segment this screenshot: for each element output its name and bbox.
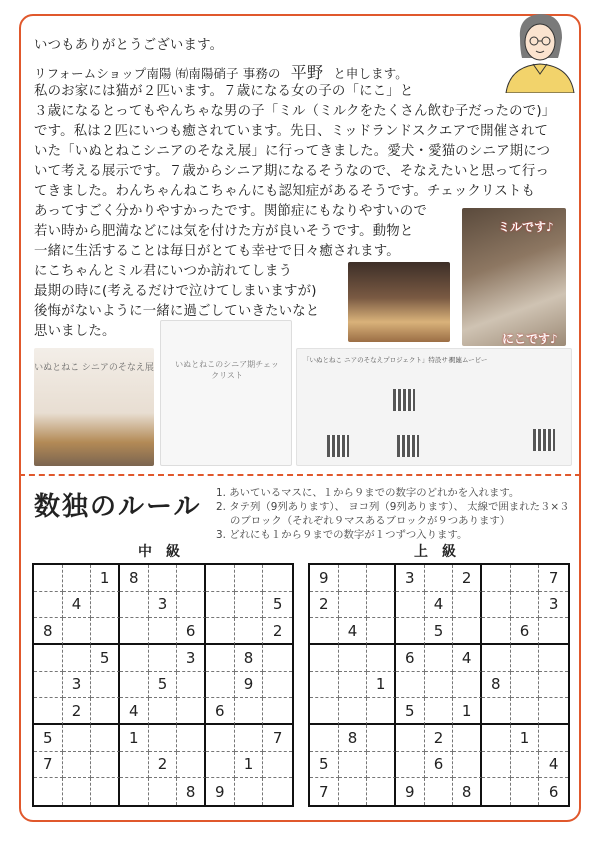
rule-line: 3. どれにも１から９までの数字が１つずつ入ります。 [216, 529, 468, 541]
sudoku-cell[interactable]: 7 [34, 752, 63, 779]
sudoku-cell[interactable]: 9 [206, 778, 235, 805]
sudoku-cell[interactable]: 1 [235, 752, 264, 779]
sudoku-cell[interactable] [206, 618, 235, 645]
sudoku-cell[interactable] [120, 618, 149, 645]
sudoku-cell[interactable]: 9 [396, 778, 425, 805]
sudoku-cell[interactable] [339, 698, 368, 725]
sudoku-cell[interactable] [34, 698, 63, 725]
sudoku-cell[interactable] [177, 698, 206, 725]
sudoku-cell[interactable] [263, 698, 292, 725]
sudoku-cell[interactable] [149, 565, 178, 592]
sudoku-cell[interactable] [120, 592, 149, 619]
sudoku-cell[interactable] [34, 645, 63, 672]
sudoku-cell[interactable] [177, 725, 206, 752]
sudoku-title: 数独のルール [34, 492, 202, 522]
sudoku-cell[interactable]: 7 [263, 725, 292, 752]
cat-label-miru: ミルです♪ [498, 220, 554, 234]
sudoku-cell[interactable] [206, 672, 235, 699]
flyer-title: いぬとねこのシニア期チェックリスト [175, 360, 279, 380]
sudoku-cell[interactable] [91, 592, 120, 619]
letter-line: いた「いぬとねこシニアのそなえ展」に行ってきました。愛犬・愛猫のシニア期につ [34, 144, 551, 159]
sudoku-cell[interactable] [177, 672, 206, 699]
sudoku-cell[interactable]: 5 [425, 618, 454, 645]
sudoku-cell[interactable] [34, 565, 63, 592]
sudoku-cell[interactable]: 3 [539, 592, 568, 619]
qr-code-icon [397, 435, 419, 457]
cats-photo [462, 208, 566, 346]
sudoku-cell[interactable] [91, 778, 120, 805]
sudoku-cell[interactable]: 6 [396, 645, 425, 672]
sudoku-cell[interactable] [149, 725, 178, 752]
sudoku-cell[interactable] [482, 592, 511, 619]
sudoku-cell[interactable] [34, 592, 63, 619]
author-avatar [500, 8, 580, 93]
sudoku-cell[interactable] [539, 618, 568, 645]
sudoku-cell[interactable]: 5 [310, 752, 339, 779]
sudoku-grid-intermediate [32, 563, 294, 807]
sudoku-cell[interactable] [511, 778, 540, 805]
rule-line: 1. あいているマスに、１から９までの数字のどれかを入れます。 [216, 487, 520, 499]
sudoku-cell[interactable] [453, 725, 482, 752]
sudoku-cell[interactable] [63, 752, 92, 779]
sudoku-cell[interactable] [91, 618, 120, 645]
sudoku-cell[interactable] [539, 698, 568, 725]
qr-code-icon [327, 435, 349, 457]
sudoku-cell[interactable]: 1 [511, 725, 540, 752]
sudoku-cell[interactable]: 8 [453, 778, 482, 805]
sudoku-cell[interactable] [310, 698, 339, 725]
letter-line: 若い時から肥満などには気を付けた方が良いそうです。動物と [34, 224, 414, 239]
sudoku-cell[interactable]: 6 [177, 618, 206, 645]
sudoku-cell[interactable]: 3 [63, 672, 92, 699]
sudoku-cell[interactable] [263, 645, 292, 672]
sudoku-cell[interactable] [511, 645, 540, 672]
sudoku-cell[interactable]: 4 [63, 592, 92, 619]
sudoku-cell[interactable] [367, 778, 396, 805]
puzzle-right-label: 上級 [414, 544, 470, 560]
sudoku-cell[interactable] [396, 725, 425, 752]
sudoku-cell[interactable]: 5 [34, 725, 63, 752]
sudoku-cell[interactable]: 8 [120, 565, 149, 592]
sudoku-cell[interactable]: 4 [539, 752, 568, 779]
sudoku-cell[interactable] [235, 725, 264, 752]
letter-line: 最期の時に(考えるだけで泣けてしまいますが) [34, 284, 317, 299]
sudoku-cell[interactable]: 1 [91, 565, 120, 592]
sudoku-cell[interactable]: 1 [120, 725, 149, 752]
puzzle-left-label: 中級 [138, 544, 194, 560]
sudoku-cell[interactable] [425, 645, 454, 672]
sudoku-cell[interactable]: 6 [511, 618, 540, 645]
sudoku-cell[interactable] [177, 565, 206, 592]
section-divider [19, 474, 581, 476]
sudoku-cell[interactable] [63, 645, 92, 672]
author-name: 平野 [290, 63, 324, 82]
exhibit-photo [348, 262, 450, 342]
sudoku-cell[interactable]: 8 [235, 645, 264, 672]
sudoku-cell[interactable] [120, 752, 149, 779]
sudoku-cell[interactable] [263, 778, 292, 805]
sudoku-cell[interactable] [482, 565, 511, 592]
letter-line: あってすごく分かりやすかったです。関節症にもなりやすいので [34, 204, 427, 219]
sudoku-cell[interactable] [63, 725, 92, 752]
sudoku-cell[interactable] [367, 698, 396, 725]
sudoku-cell[interactable] [339, 778, 368, 805]
sudoku-cell[interactable] [539, 725, 568, 752]
sudoku-cell[interactable] [91, 672, 120, 699]
sudoku-cell[interactable] [425, 698, 454, 725]
poster-title: いぬとねこ シニアのそなえ展 [34, 363, 154, 373]
sudoku-cell[interactable]: 6 [206, 698, 235, 725]
sudoku-cell[interactable] [63, 618, 92, 645]
sudoku-cell[interactable]: 3 [177, 645, 206, 672]
cat-label-niko: にこです♪ [502, 332, 558, 346]
sudoku-cell[interactable]: 6 [425, 752, 454, 779]
sudoku-cell[interactable] [120, 672, 149, 699]
letter-line: です。私は２匹にいつも癒されています。先日、ミッドランドスクエアで開催されて [34, 124, 549, 139]
sudoku-cell[interactable] [263, 565, 292, 592]
sudoku-cell[interactable] [235, 592, 264, 619]
sudoku-cell[interactable] [63, 565, 92, 592]
sudoku-cell[interactable] [453, 618, 482, 645]
sudoku-cell[interactable] [310, 645, 339, 672]
sudoku-cell[interactable] [235, 618, 264, 645]
sudoku-cell[interactable] [367, 618, 396, 645]
sudoku-cell[interactable] [482, 645, 511, 672]
exhibition-poster-photo [34, 348, 154, 466]
sudoku-cell[interactable] [339, 672, 368, 699]
sudoku-cell[interactable]: 8 [177, 778, 206, 805]
intro-suffix: と申します。 [333, 66, 408, 81]
sudoku-cell[interactable]: 7 [310, 778, 339, 805]
letter-line: 思いました。 [34, 324, 116, 339]
sudoku-cell[interactable] [235, 565, 264, 592]
letter-line: 後悔がないように一緒に過ごしていきたいなと [34, 304, 320, 319]
sudoku-cell[interactable] [482, 725, 511, 752]
sudoku-cell[interactable] [310, 672, 339, 699]
sudoku-cell[interactable] [539, 645, 568, 672]
sudoku-cell[interactable] [367, 565, 396, 592]
sudoku-cell[interactable] [177, 592, 206, 619]
sudoku-cell[interactable] [91, 698, 120, 725]
sudoku-cell[interactable] [206, 752, 235, 779]
sudoku-cell[interactable] [34, 672, 63, 699]
sudoku-cell[interactable]: 9 [310, 565, 339, 592]
rule-line: 2. タテ列（9列あります）、 ヨコ列（9列あります）、 太線で囲まれた３×３ [216, 501, 570, 513]
sudoku-cell[interactable] [310, 725, 339, 752]
sudoku-cell[interactable] [425, 565, 454, 592]
sudoku-cell[interactable] [149, 778, 178, 805]
sudoku-cell[interactable] [206, 725, 235, 752]
letter-line: ３歳になるとってもやんちゃな男の子「ミル（ミルクをたくさん飲む子だったので)」 [34, 104, 556, 119]
sudoku-cell[interactable]: 7 [539, 565, 568, 592]
intro-prefix: リフォームショップ南陽 ㈲南陽硝子 事務の [34, 66, 281, 81]
web-right-caption: 関連ムービー [449, 356, 488, 364]
sudoku-cell[interactable]: 2 [63, 698, 92, 725]
sudoku-cell[interactable]: 8 [482, 672, 511, 699]
sudoku-cell[interactable]: 4 [120, 698, 149, 725]
sudoku-cell[interactable] [339, 752, 368, 779]
sudoku-cell[interactable]: 2 [149, 752, 178, 779]
sudoku-cell[interactable] [149, 698, 178, 725]
rule-line: のブロック（それぞれ９マスあるブロックが９つあります） [230, 515, 511, 527]
sudoku-cell[interactable] [482, 698, 511, 725]
sudoku-rules [216, 486, 569, 542]
qr-code-icon [393, 389, 415, 411]
sudoku-cell[interactable] [425, 672, 454, 699]
sudoku-cell[interactable]: 5 [263, 592, 292, 619]
sudoku-cell[interactable] [367, 645, 396, 672]
sudoku-cell[interactable] [263, 672, 292, 699]
sudoku-cell[interactable]: 2 [453, 565, 482, 592]
sudoku-cell[interactable] [339, 592, 368, 619]
sudoku-cell[interactable]: 5 [91, 645, 120, 672]
sudoku-cell[interactable] [149, 645, 178, 672]
sudoku-cell[interactable] [396, 752, 425, 779]
sudoku-cell[interactable]: 4 [425, 592, 454, 619]
sudoku-cell[interactable] [511, 672, 540, 699]
sudoku-cell[interactable] [339, 565, 368, 592]
sudoku-cell[interactable]: 3 [396, 565, 425, 592]
greeting: いつもありがとうございます。 [34, 38, 224, 53]
letter-line: いて考える展示です。７歳からシニア期になるそうなので、そなえたいと思って行っ [34, 164, 550, 179]
sudoku-cell[interactable] [453, 592, 482, 619]
sudoku-cell[interactable] [149, 618, 178, 645]
letter-line: 一緒に生活することは毎日がとても幸せで日々癒されます。 [34, 244, 400, 259]
sudoku-cell[interactable]: 2 [263, 618, 292, 645]
website-flyer-photo [296, 348, 572, 466]
letter-line: てきました。わんちゃんねこちゃんにも認知症があるそうです。チェックリストも [34, 184, 536, 199]
sudoku-cell[interactable] [482, 752, 511, 779]
sudoku-cell[interactable] [63, 778, 92, 805]
sudoku-cell[interactable]: 2 [425, 725, 454, 752]
sudoku-cell[interactable]: 6 [548, 782, 559, 801]
sudoku-cell[interactable] [482, 778, 511, 805]
sudoku-cell[interactable] [235, 698, 264, 725]
sudoku-cell[interactable] [120, 778, 149, 805]
sudoku-cell[interactable] [482, 618, 511, 645]
sudoku-cell[interactable] [177, 752, 206, 779]
sudoku-cell[interactable] [206, 592, 235, 619]
sudoku-cell[interactable]: 4 [339, 618, 368, 645]
sudoku-grid-advanced [308, 563, 570, 807]
sudoku-cell[interactable] [263, 752, 292, 779]
sudoku-cell[interactable] [396, 672, 425, 699]
sudoku-cell[interactable] [511, 565, 540, 592]
sudoku-cell[interactable]: 1 [367, 672, 396, 699]
sudoku-cell[interactable]: 3 [149, 592, 178, 619]
sudoku-cell[interactable] [425, 778, 454, 805]
sudoku-cell[interactable] [367, 592, 396, 619]
sudoku-cell[interactable] [453, 672, 482, 699]
sudoku-cell[interactable]: 5 [149, 672, 178, 699]
checklist-flyer-photo [160, 320, 292, 466]
letter-line: 私のお家には猫が２匹います。７歳になる女の子の「にこ」と [34, 84, 414, 99]
sudoku-cell[interactable] [339, 645, 368, 672]
intro-line [34, 64, 408, 83]
sudoku-cell[interactable] [206, 565, 235, 592]
qr-code-icon [533, 429, 555, 451]
sudoku-cell[interactable] [453, 752, 482, 779]
sudoku-cell[interactable] [511, 698, 540, 725]
sudoku-cell[interactable] [367, 752, 396, 779]
sudoku-cell[interactable]: 4 [453, 645, 482, 672]
sudoku-cell[interactable] [396, 618, 425, 645]
sudoku-cell[interactable] [539, 672, 568, 699]
sudoku-cell[interactable] [511, 592, 540, 619]
sudoku-cell[interactable]: 8 [339, 725, 368, 752]
sudoku-cell[interactable]: 8 [34, 618, 63, 645]
sudoku-cell[interactable]: 2 [310, 592, 339, 619]
sudoku-cell[interactable] [235, 778, 264, 805]
sudoku-cell[interactable]: 5 [396, 698, 425, 725]
sudoku-cell[interactable] [310, 618, 339, 645]
sudoku-cell[interactable]: 1 [453, 698, 482, 725]
sudoku-cell[interactable] [120, 645, 149, 672]
web-left-caption: 「いぬとねこ ニアのそなえプロジェクト」特設サイト [303, 356, 461, 364]
sudoku-cell[interactable] [511, 752, 540, 779]
sudoku-cell[interactable] [206, 645, 235, 672]
sudoku-cell[interactable] [91, 725, 120, 752]
sudoku-cell[interactable] [91, 752, 120, 779]
sudoku-cell[interactable] [34, 778, 63, 805]
sudoku-cell[interactable] [396, 592, 425, 619]
sudoku-cell[interactable] [367, 725, 396, 752]
sudoku-cell[interactable]: 9 [235, 672, 264, 699]
letter-line: にこちゃんとミル君にいつか訪れてしまう [34, 264, 293, 279]
